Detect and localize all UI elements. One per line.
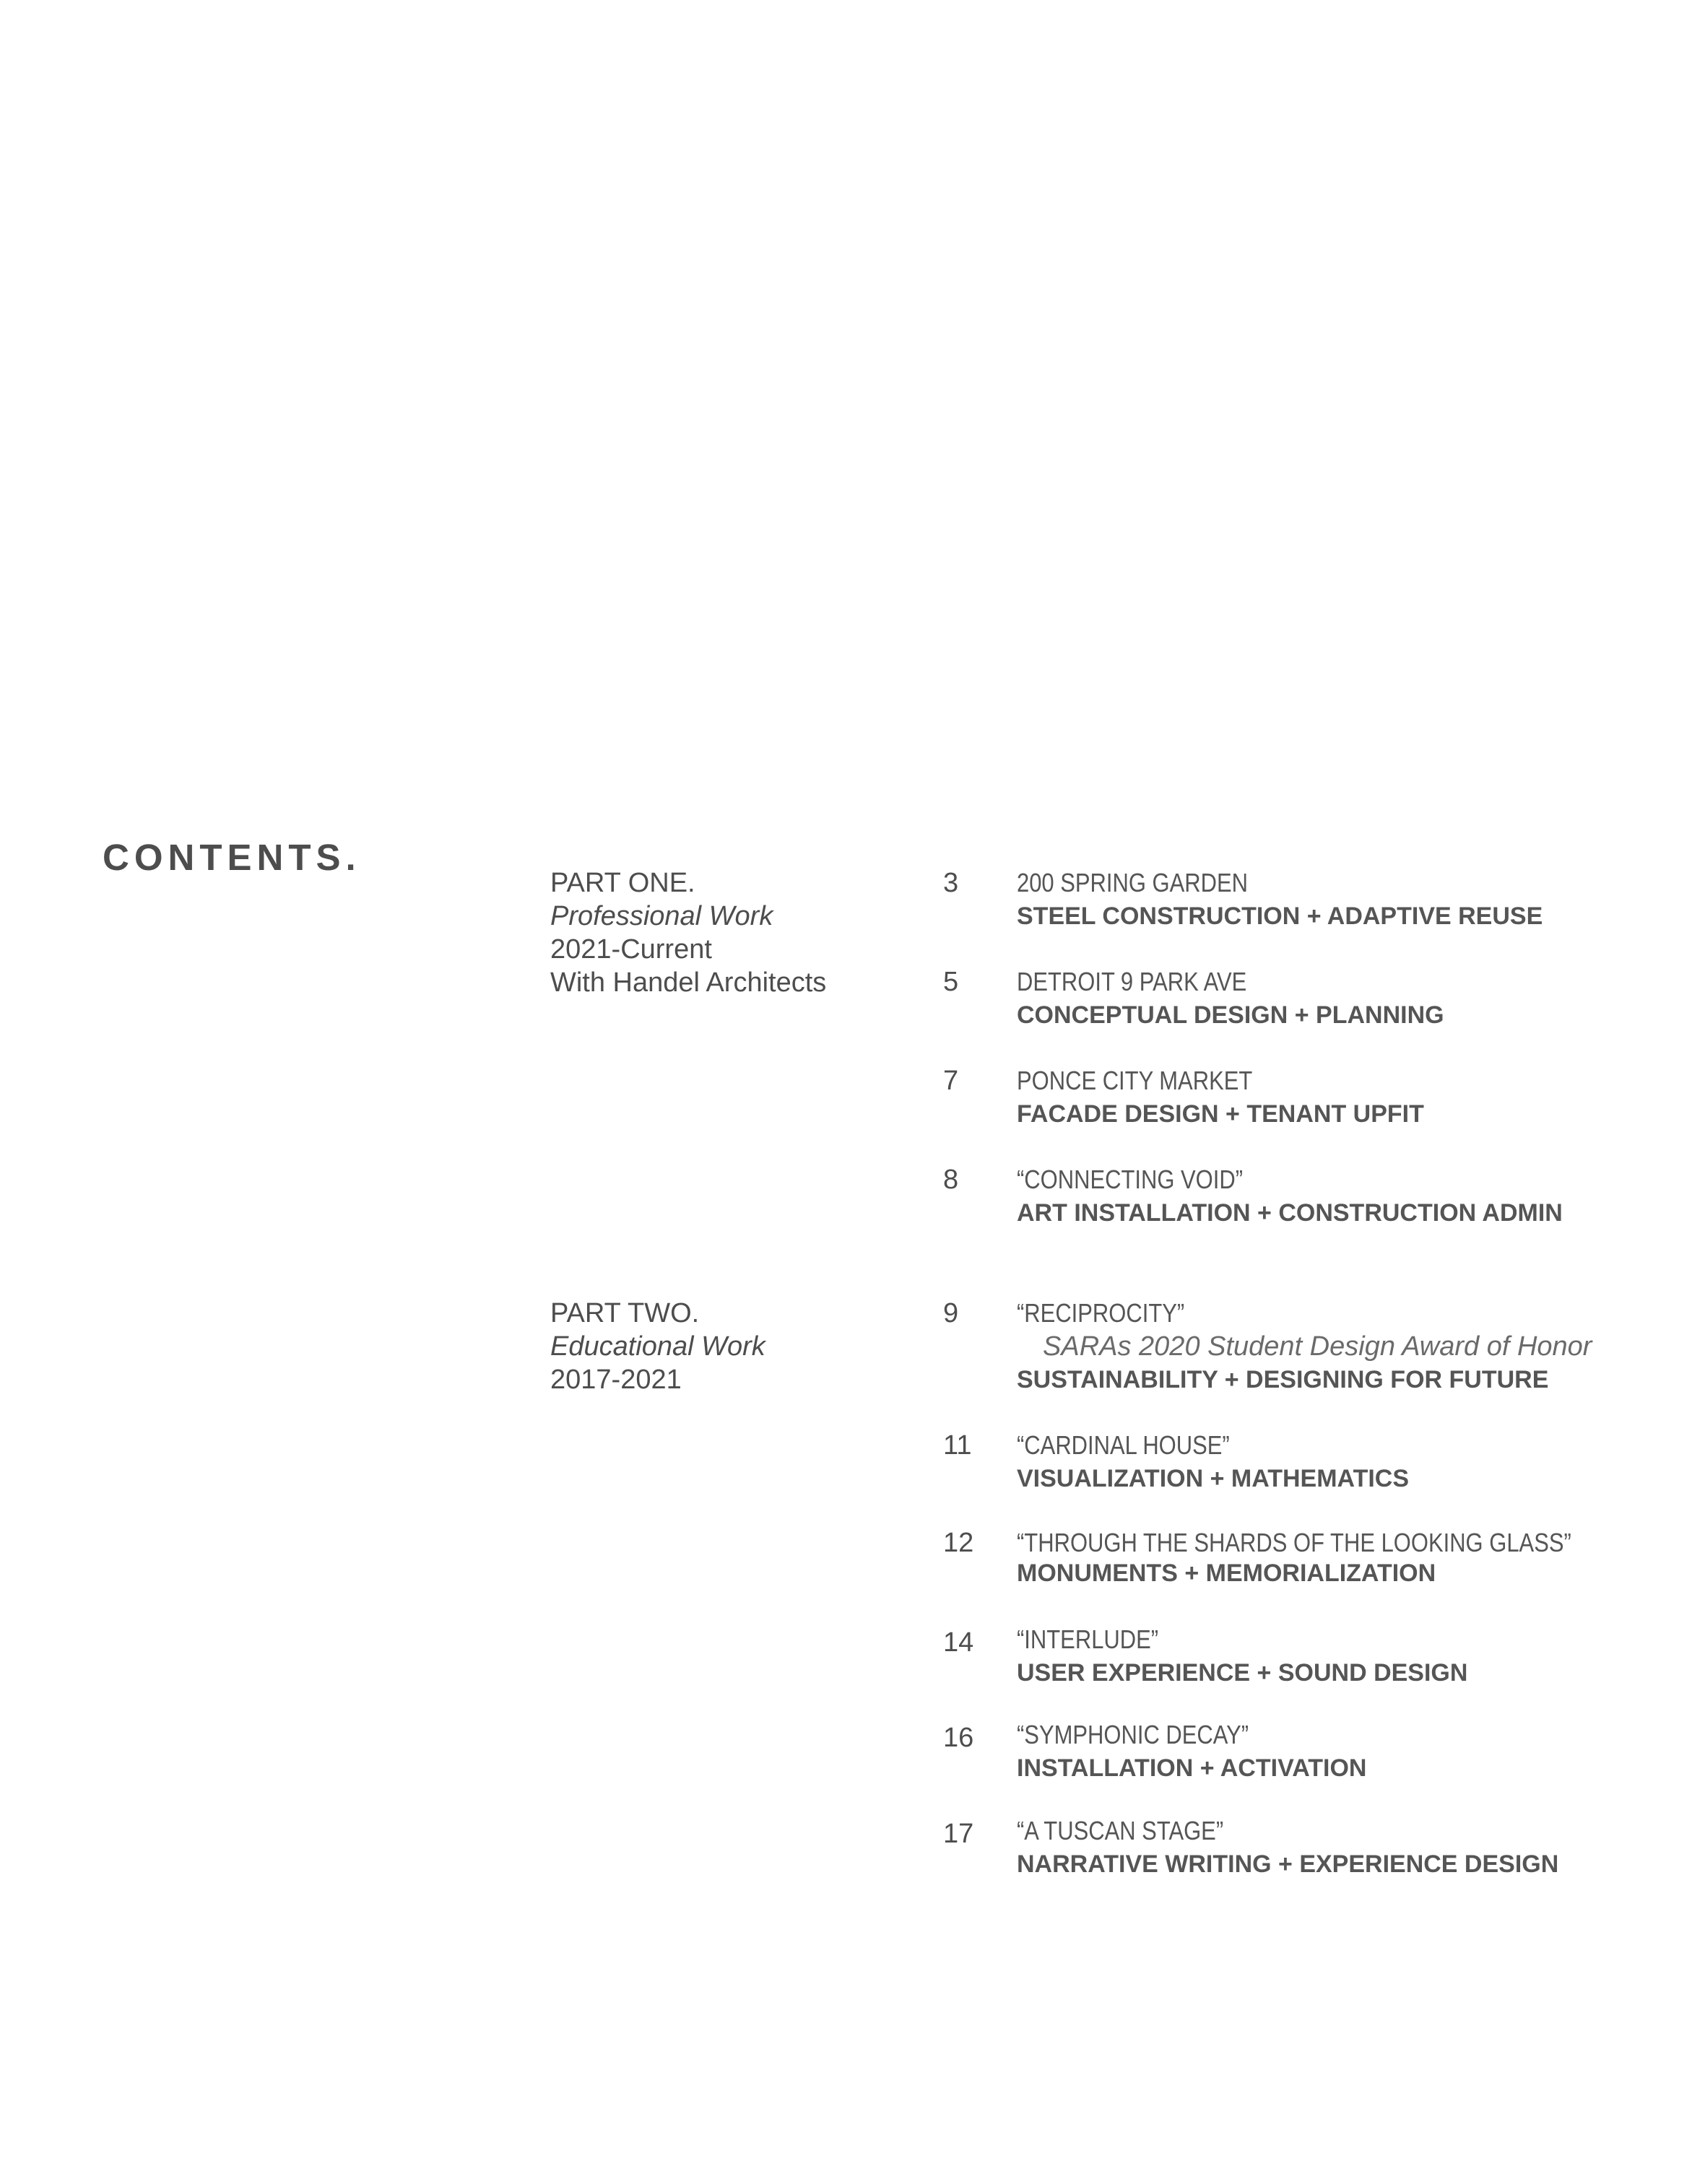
part-label: PART ONE. bbox=[550, 868, 695, 898]
page-number: 11 bbox=[943, 1430, 972, 1461]
list-item bbox=[1017, 1623, 1467, 1689]
entry-subtitle: STEEL CONSTRUCTION + ADAPTIVE REUSE bbox=[1017, 902, 1543, 930]
page-number: 8 bbox=[943, 1165, 959, 1195]
entry-subtitle: VISUALIZATION + MATHEMATICS bbox=[1017, 1465, 1410, 1492]
entry-title: “INTERLUDE” bbox=[1017, 1624, 1159, 1654]
entry-title: “SYMPHONIC DECAY” bbox=[1017, 1720, 1249, 1749]
part-kind: Professional Work bbox=[550, 901, 773, 931]
entry-subtitle: ART INSTALLATION + CONSTRUCTION ADMIN bbox=[1017, 1199, 1563, 1227]
entry-title: “A TUSCAN STAGE” bbox=[1017, 1816, 1224, 1845]
list-item bbox=[1017, 1429, 1409, 1495]
list-item bbox=[1017, 1064, 1424, 1131]
page-number: 3 bbox=[943, 868, 959, 898]
page-number: 7 bbox=[943, 1066, 959, 1096]
part-one-block bbox=[550, 866, 826, 999]
entry-title: “THROUGH THE SHARDS OF THE LOOKING GLASS” bbox=[1017, 1528, 1571, 1557]
page-number: 14 bbox=[943, 1627, 974, 1658]
entry-title: “RECIPROCITY” bbox=[1017, 1298, 1185, 1328]
entry-title: PONCE CITY MARKET bbox=[1017, 1066, 1253, 1095]
entry-title: “CARDINAL HOUSE” bbox=[1017, 1430, 1230, 1460]
list-item bbox=[1017, 1814, 1558, 1881]
page-number: 12 bbox=[943, 1528, 974, 1558]
page-number: 5 bbox=[943, 967, 959, 997]
entry-subtitle: NARRATIVE WRITING + EXPERIENCE DESIGN bbox=[1017, 1850, 1559, 1878]
list-item bbox=[1017, 965, 1444, 1032]
entry-subtitle: MONUMENTS + MEMORIALIZATION bbox=[1017, 1559, 1436, 1587]
part-years: 2017-2021 bbox=[550, 1365, 682, 1395]
list-item bbox=[1017, 1526, 1662, 1590]
page-number: 16 bbox=[943, 1723, 974, 1753]
award-text: SARAs 2020 Student Design Award of Honor bbox=[1043, 1331, 1592, 1362]
entry-subtitle: FACADE DESIGN + TENANT UPFIT bbox=[1017, 1100, 1424, 1128]
entry-title: DETROIT 9 PARK AVE bbox=[1017, 967, 1247, 996]
list-item bbox=[1017, 1163, 1563, 1230]
part-kind: Educational Work bbox=[550, 1331, 765, 1362]
part-two-block bbox=[550, 1297, 765, 1396]
list-item bbox=[1017, 866, 1543, 933]
list-item bbox=[1017, 1297, 1592, 1396]
list-item bbox=[1017, 1718, 1366, 1785]
entry-subtitle: INSTALLATION + ACTIVATION bbox=[1017, 1754, 1367, 1782]
entry-title: “CONNECTING VOID” bbox=[1017, 1165, 1244, 1194]
part-years: 2021-Current bbox=[550, 934, 712, 965]
entry-title: 200 SPRING GARDEN bbox=[1017, 868, 1249, 897]
entry-subtitle: SUSTAINABILITY + DESIGNING FOR FUTURE bbox=[1017, 1366, 1549, 1393]
entry-subtitle: CONCEPTUAL DESIGN + PLANNING bbox=[1017, 1001, 1444, 1029]
part-note: With Handel Architects bbox=[550, 967, 827, 998]
page-number: 9 bbox=[943, 1298, 959, 1328]
page-number: 17 bbox=[943, 1819, 974, 1849]
page-title: CONTENTS. bbox=[103, 837, 361, 878]
entry-subtitle: USER EXPERIENCE + SOUND DESIGN bbox=[1017, 1659, 1468, 1687]
part-label: PART TWO. bbox=[550, 1298, 700, 1328]
